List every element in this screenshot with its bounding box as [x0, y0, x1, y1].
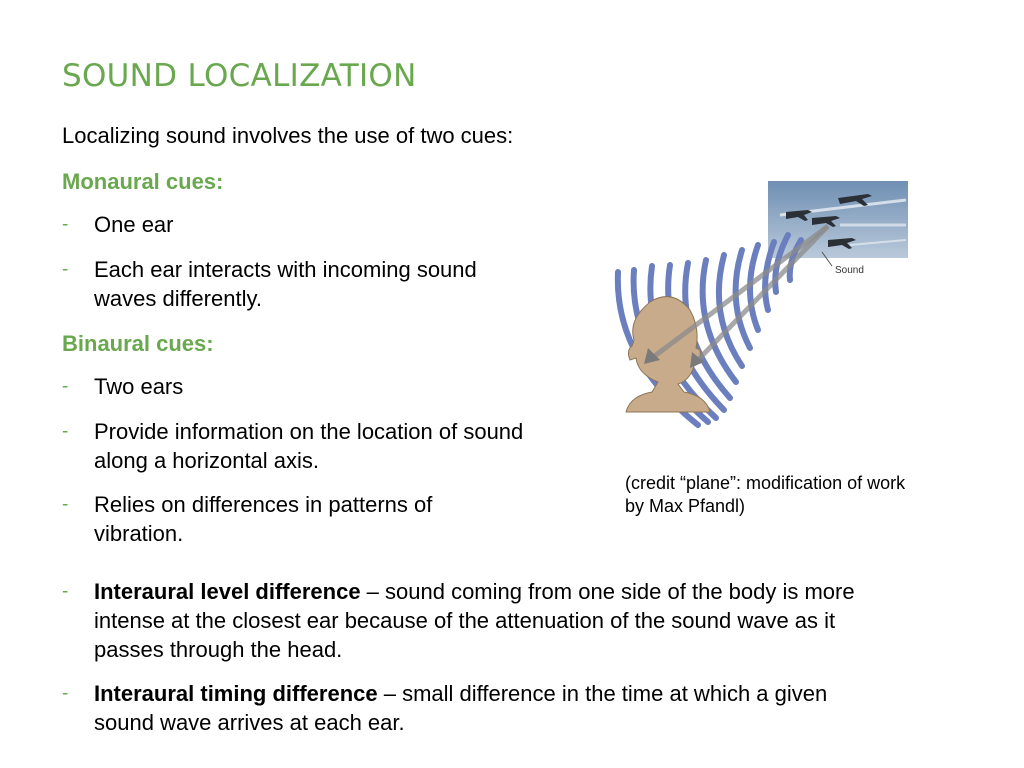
ild-line2: intense at the closest ear because of the attenuation of the sound wave as it — [94, 608, 836, 633]
intro-text: Localizing sound involves the use of two cues: — [62, 123, 514, 148]
head-silhouette — [626, 297, 710, 412]
bullet-text-line1: Each ear interacts with incoming sound — [94, 257, 477, 282]
plane-photo — [768, 181, 908, 258]
ild-term: Interaural level difference — [94, 579, 361, 604]
bullet-text: Two ears — [94, 374, 184, 399]
bullet-text-line1: Relies on differences in patterns of — [94, 492, 433, 517]
bullet-text-line2: waves differently. — [94, 286, 262, 311]
bullet-text-line1: Provide information on the location of sound — [94, 419, 524, 444]
itd-line1 — [94, 679, 827, 708]
bullet-marker: - — [62, 581, 69, 602]
credit-line2: by Max Pfandl) — [625, 496, 746, 516]
binaural-heading: Binaural cues: — [62, 331, 214, 356]
ild-rest: – sound coming from one side of the body is more — [360, 579, 855, 604]
ild-line3: passes through the head. — [94, 637, 343, 662]
itd-term: Interaural timing difference — [94, 681, 378, 706]
monaural-heading: Monaural cues: — [62, 169, 224, 194]
bullet-marker: - — [62, 683, 69, 704]
bullet-text-line2: vibration. — [94, 521, 184, 546]
figure-credit — [625, 472, 955, 518]
bullet-marker: - — [62, 214, 69, 235]
itd-rest: – small difference in the time at which a given — [377, 681, 828, 706]
bullet-text: One ear — [94, 212, 174, 237]
sound-label: Sound — [835, 265, 864, 276]
bullet-text-line2: along a horizontal axis. — [94, 448, 320, 473]
slide-title: SOUND LOCALIZATION — [62, 58, 417, 94]
bullet-marker: - — [62, 376, 69, 397]
itd-line2: sound wave arrives at each ear. — [94, 710, 405, 735]
bullet-marker: - — [62, 494, 69, 515]
ild-line1 — [94, 577, 855, 606]
credit-line1: (credit “plane”: modification of work — [625, 473, 906, 493]
bullet-marker: - — [62, 259, 69, 280]
sound-localization-figure — [600, 170, 920, 430]
bullet-marker: - — [62, 421, 69, 442]
